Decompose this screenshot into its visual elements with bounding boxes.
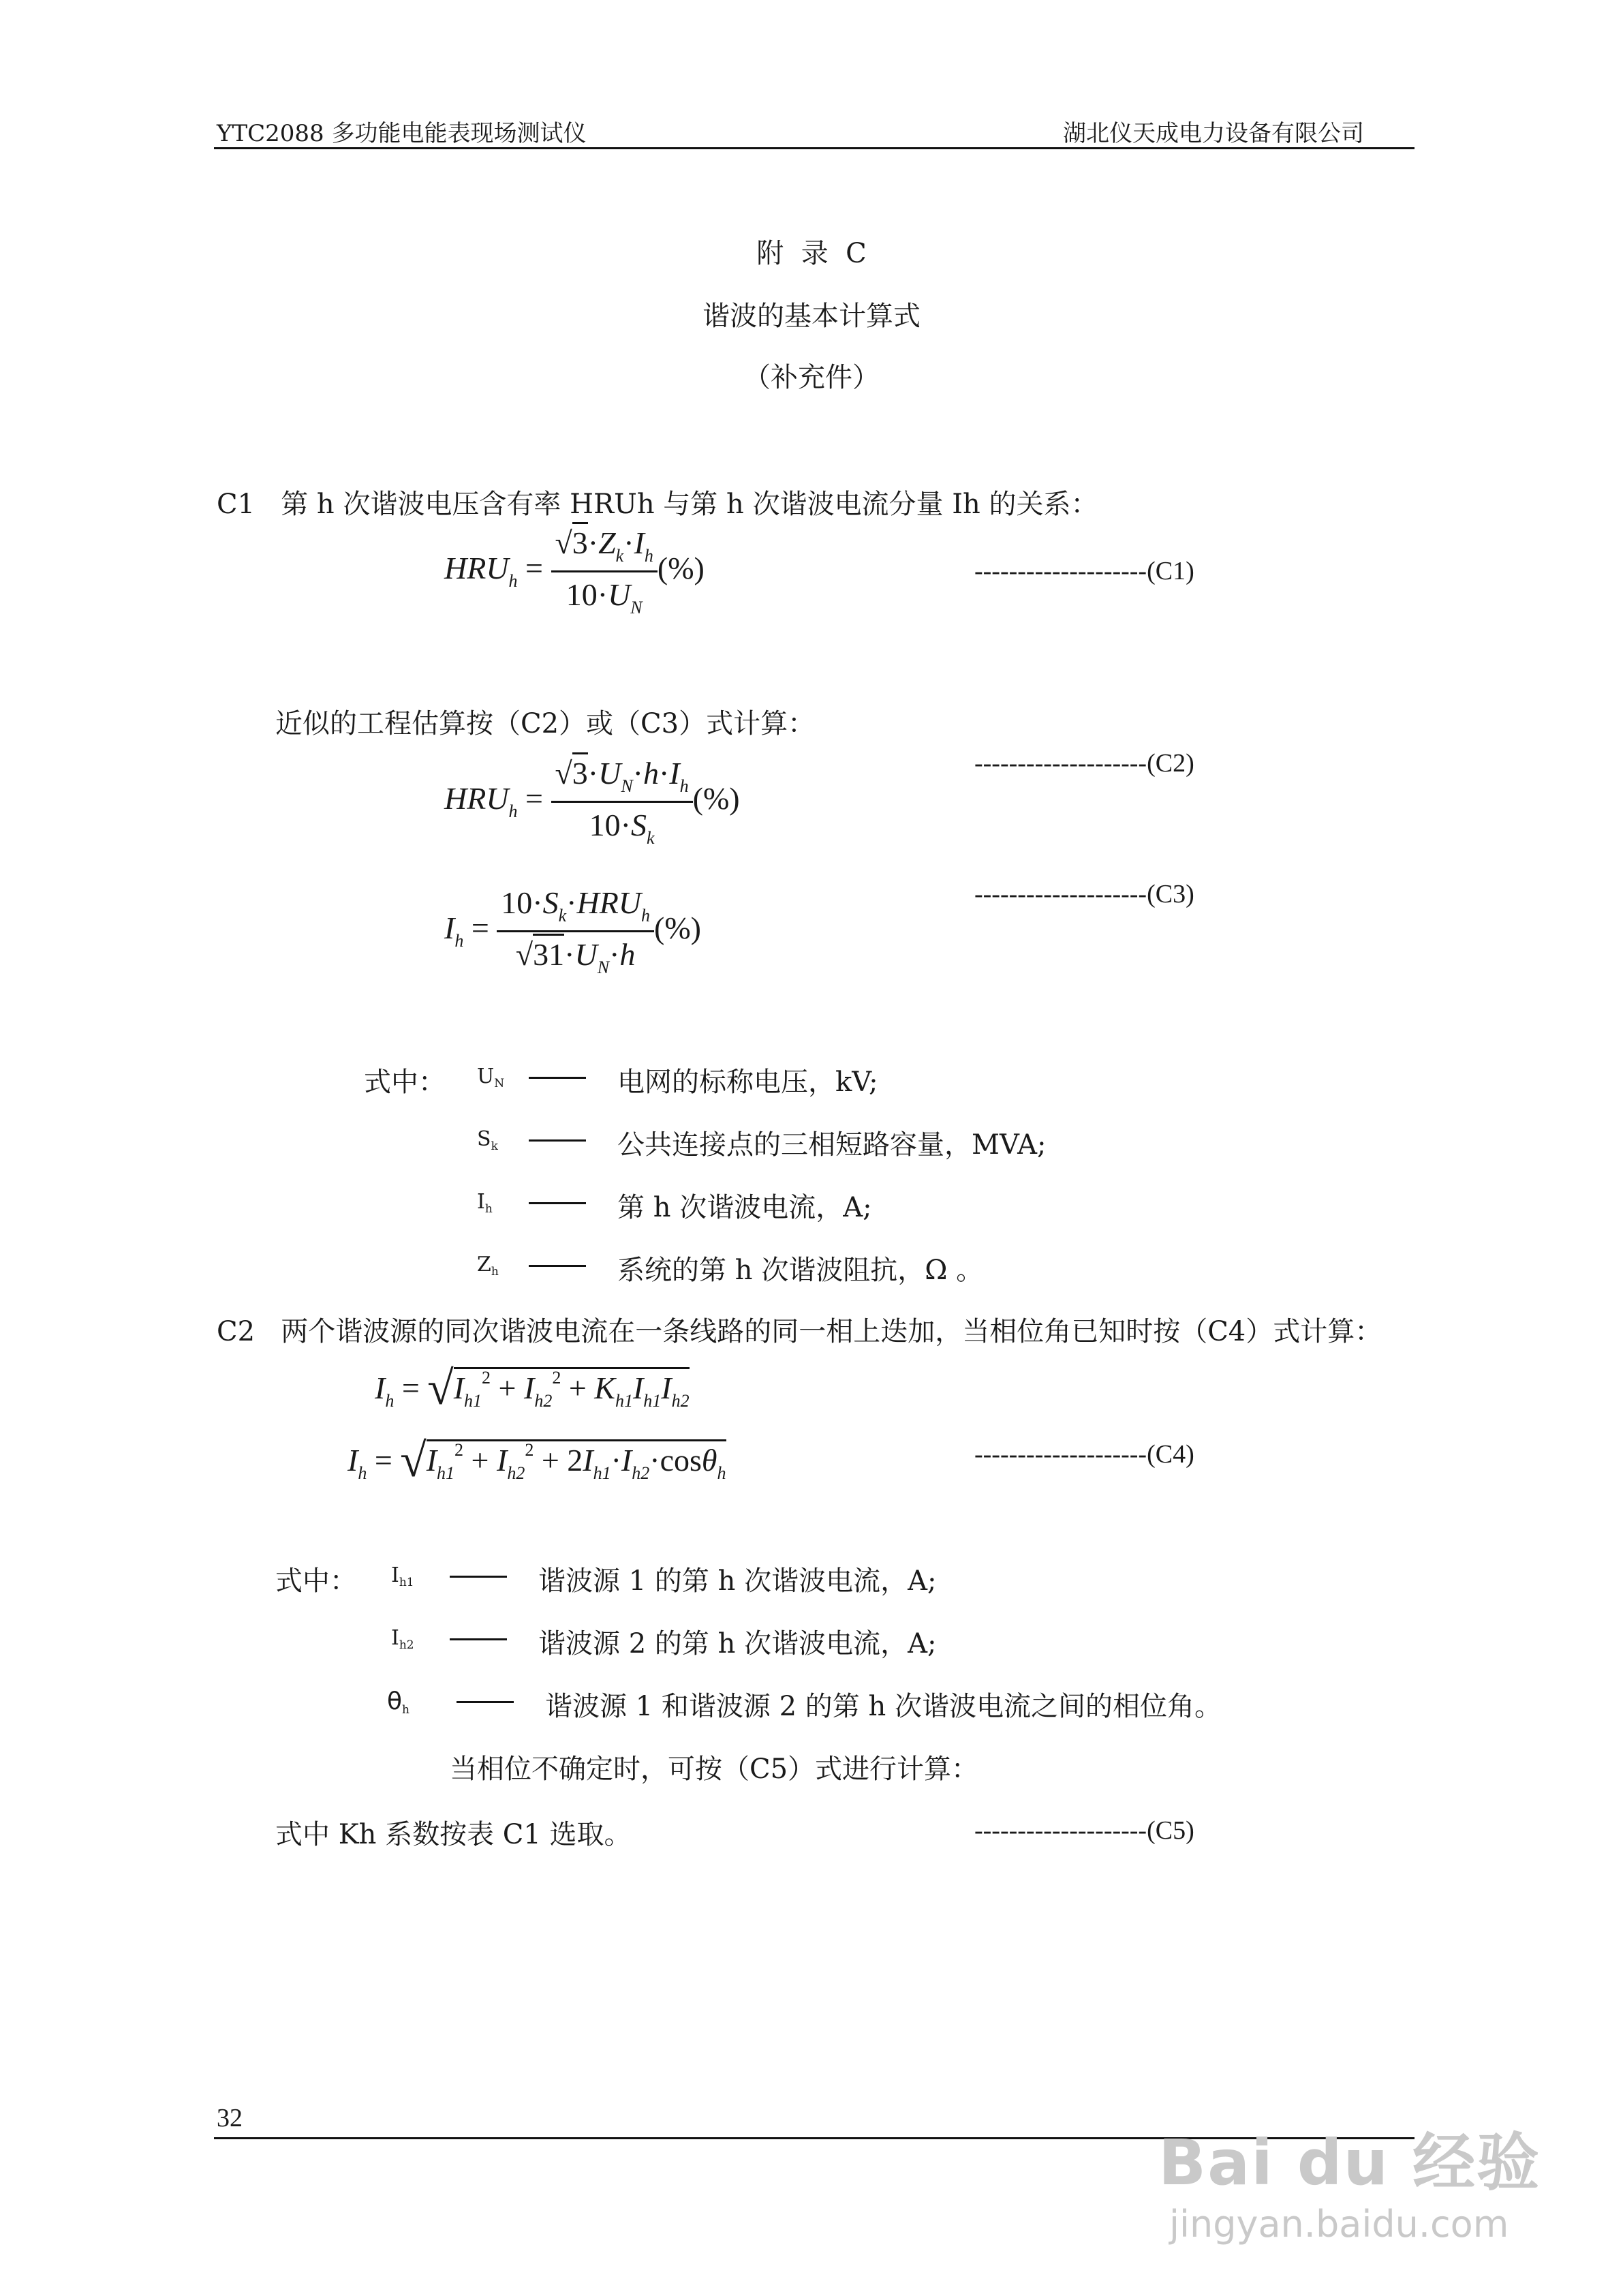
- eq-label-c4: --------------------(C4): [974, 1440, 1194, 1469]
- def-description: 系统的第 h 次谐波阻抗，Ω 。: [617, 1255, 984, 1286]
- def-description: 电网的标称电压，kV;: [617, 1067, 878, 1098]
- subject-title: 谐波的基本计算式: [702, 301, 921, 332]
- def-symbol: $U_N$: [477, 1065, 505, 1090]
- def-symbol: $I_{h1}$: [391, 1563, 414, 1589]
- approx-note: 近似的工程估算按（C2）或（C3）式计算：: [275, 708, 816, 739]
- def-dash: [529, 1139, 586, 1142]
- header-right: 湖北仪天成电力设备有限公司: [1063, 120, 1364, 147]
- appendix-title: 附 录 C: [756, 238, 867, 269]
- def-description: 公共连接点的三相短路容量，MVA;: [617, 1129, 1047, 1161]
- c2-where-label: 式中：: [275, 1565, 357, 1597]
- def-dash: [529, 1077, 586, 1079]
- header-left: YTC2088 多功能电能表现场测试仪: [217, 120, 587, 147]
- def-symbol: $S_k$: [477, 1127, 498, 1153]
- def-description: 谐波源 1 的第 h 次谐波电流，A;: [538, 1565, 937, 1597]
- formula-c3: $I_h$ = $\frac{10\cdot S_k\cdot HRU_h}{√31\cdot U_N\cdot h}$ (%): [444, 885, 701, 977]
- def-dash: [529, 1265, 586, 1267]
- watermark-url: jingyan.baidu.com: [1169, 2203, 1509, 2246]
- def-description: 谐波源 1 和谐波源 2 的第 h 次谐波电流之间的相位角。: [545, 1691, 1222, 1722]
- eq-label-c5: --------------------(C5): [974, 1816, 1194, 1845]
- def-description: 谐波源 2 的第 h 次谐波电流，A;: [538, 1628, 937, 1659]
- c1-where-label: 式中：: [364, 1067, 446, 1098]
- formula-c2: $HRU_h$ = $\frac{√3\cdot U_N\cdot h\cdot I_h}{10\cdot S_k}$ (%): [444, 755, 740, 848]
- formula-c4-b: $I_h = √I_{h1}^2 + I_{h2}^2 + 2I_{h1}\cdot I_{h2}\cdot\cos\theta_h$: [347, 1435, 726, 1487]
- formula-c4-a: $I_h = √I_{h1}^2 + I_{h2}^2 + K_{h1}I_{h1}I_{h2}$: [375, 1362, 690, 1415]
- def-dash: [450, 1576, 507, 1578]
- def-symbol: $Z_h$: [477, 1253, 499, 1279]
- def-dash: [450, 1638, 507, 1640]
- uncertain-note: 当相位不确定时，可按（C5）式进行计算：: [450, 1754, 979, 1785]
- supplement-note: （补充件）: [743, 362, 880, 393]
- def-symbol: $\theta_h$: [387, 1687, 409, 1717]
- eq-label-c3: --------------------(C3): [974, 880, 1194, 908]
- eq-label-c2: --------------------(C2): [974, 749, 1194, 778]
- c1-intro: C1 第 h 次谐波电压含有率 HRUh 与第 h 次谐波电流分量 Ih 的关系：: [217, 489, 1098, 520]
- def-dash: [529, 1202, 586, 1204]
- def-dash: [457, 1701, 514, 1703]
- def-symbol: $I_{h2}$: [391, 1626, 414, 1652]
- header-rule: [214, 147, 1415, 149]
- eq-label-c1: --------------------(C1): [974, 557, 1194, 585]
- page-number: 32: [217, 2104, 243, 2132]
- def-symbol: $I_h$: [477, 1190, 493, 1216]
- formula-c1: $HRU_h$ = $\frac{√3\cdot Z_k\cdot I_h}{10\cdot U_N}$ (%): [444, 525, 705, 618]
- watermark-logo: Bai du 经验: [1158, 2126, 1541, 2199]
- c2-intro: C2 两个谐波源的同次谐波电流在一条线路的同一相上迭加，当相位角已知时按（C4）式计算：: [217, 1316, 1382, 1347]
- def-description: 第 h 次谐波电流，A;: [617, 1192, 872, 1223]
- kh-note: 式中 Kh 系数按表 C1 选取。: [275, 1819, 632, 1850]
